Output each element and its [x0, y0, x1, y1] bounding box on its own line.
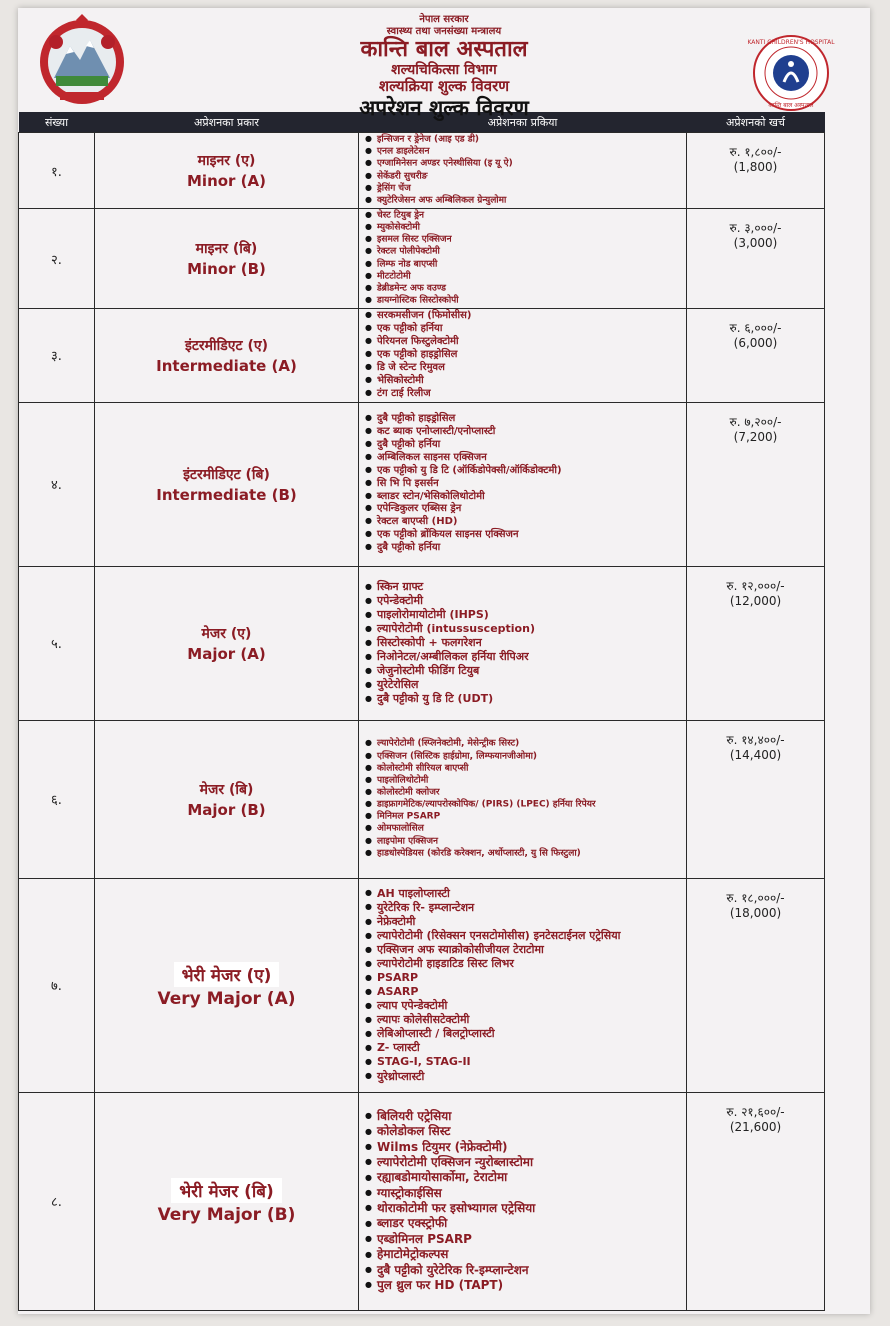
fee-heading: शल्यक्रिया शुल्क विवरण [378, 77, 510, 96]
list-item: ● मीटटोटोमी [365, 271, 682, 283]
list-item: ● जेजुनोस्टोमी फीडिंग टियुब [365, 664, 682, 678]
list-item: ● सिस्टोस्कोपी + फलगरेशन [365, 636, 682, 650]
list-item: ● सरकमसीजन (फिमोसीस) [365, 310, 682, 323]
operation-type [95, 720, 359, 878]
operation-type [95, 133, 359, 209]
type-english: Intermediate (B) [156, 485, 297, 504]
operation-type [95, 1092, 359, 1310]
procedure-list [359, 309, 687, 402]
cost-english: (3,000) [733, 236, 778, 250]
list-item: ● एक पट्टीको हर्निया [365, 323, 682, 336]
operation-cost [687, 402, 825, 566]
type-nepali: इंटरमीडिएट (बि) [183, 466, 270, 483]
col-header-type: अप्रेशनका प्रकार [95, 112, 359, 133]
operation-cost [687, 878, 825, 1092]
list-item: ● दुबै पट्टीको युरेटेरिक रि-इम्प्लान्टेशन [365, 1263, 682, 1278]
cost-english: (21,600) [729, 1119, 782, 1134]
cost-english: (7,200) [733, 429, 778, 444]
operation-cost [687, 209, 825, 309]
list-item: ● ब्लाडर स्टोन/भेसिकोलिथोटोमी [365, 491, 682, 504]
list-item: ● Z- प्लास्टी [365, 1041, 682, 1055]
list-item: ● थोराकोटोमी फर इसोभ्यागल एट्रेसिया [365, 1201, 682, 1216]
cost-english: (12,000) [729, 593, 782, 608]
list-item: ● कट ब्याक एनोप्लास्टी/एनोप्लास्टी [365, 426, 682, 439]
list-item: ● एक पट्टीको हाइड्रोसिल [365, 349, 682, 362]
cost-nepali: रु. १८,०००/- [726, 890, 785, 905]
operation-cost [687, 566, 825, 720]
row-number: २. [19, 209, 95, 309]
cost-nepali: रु. १२,०००/- [726, 578, 785, 593]
list-item: ● युरेथ्रोप्लास्टी [365, 1070, 682, 1084]
list-item: ● एक पट्टीको यु डि टि (ऑर्किडोपेक्सी/ऑर्किडोक्टमी) [365, 465, 682, 478]
list-item: ● कोलोस्टोमी क्लोजर [365, 787, 682, 799]
type-nepali: भेरी मेजर (ए) [174, 962, 280, 987]
operation-cost [687, 309, 825, 402]
list-item: ● ल्यापेरोटोमी हाइडाटिड सिस्ट लिभर [365, 957, 682, 971]
procedure-list [359, 209, 687, 309]
cost-nepali: रु. २१,६००/- [726, 1104, 785, 1119]
list-item: ● ड्रेसिंग चेंज [365, 183, 682, 195]
col-header-cost: अप्रेशनको खर्च [687, 112, 825, 133]
procedure-list [359, 878, 687, 1092]
type-nepali: इंटरमीडिएट (ए) [185, 337, 268, 354]
logo-text-np: कान्ति बाल अस्पताल [768, 102, 814, 109]
type-nepali: मेजर (बि) [199, 781, 254, 798]
type-english: Intermediate (A) [156, 356, 297, 375]
procedure-list [359, 566, 687, 720]
list-item: ● लाइपोमा एक्सिजन [365, 836, 682, 848]
operation-cost [687, 133, 825, 209]
list-item: ● डायग्नोस्टिक सिस्टोस्कोपी [365, 295, 682, 307]
list-item: ● रेक्टल पोलीपेक्टोमी [365, 246, 682, 258]
list-item: ● हाडधोस्पेडियस (कोरडि करेक्शन, अर्थोप्लास्टी, यु सि फिस्टुला) [365, 848, 682, 860]
list-item: ● हेमाटोमेट्रोकल्पस [365, 1247, 682, 1262]
list-item: ● युरेटेरिक रि- इम्प्लान्टेशन [365, 901, 682, 915]
list-item: ● एक पट्टीको ब्रोंकियल साइनस एक्सिजन [365, 529, 682, 542]
type-english: Minor (B) [187, 260, 266, 279]
list-item: ● दुबै पट्टीको हर्निया [365, 542, 682, 555]
type-english: Major (B) [187, 800, 266, 819]
col-header-procedure: अप्रेशनका प्रकिया [359, 112, 687, 133]
list-item: ● डेब्रीडमेन्ट अफ वउण्ड [365, 283, 682, 295]
list-item: ● चेस्ट टियुब ड्रेन [365, 210, 682, 222]
board-header [18, 8, 870, 120]
list-item: ● लेबिओप्लास्टी / बिलट्रोप्लास्टी [365, 1027, 682, 1041]
list-item: ● ल्यापेरोटोमी एक्सिजन न्युरोब्लास्टोमा [365, 1155, 682, 1170]
table-row [19, 133, 825, 209]
list-item: ● मिनिमल PSARP [365, 811, 682, 823]
list-item: ● PSARP [365, 971, 682, 985]
list-item: ● सि भि पि इसर्सन [365, 478, 682, 491]
list-item: ● क्युटेरिजेसन अफ अम्बिलिकल ग्रेन्युलोमा [365, 195, 682, 207]
row-number: ४. [19, 402, 95, 566]
operation-cost [687, 1092, 825, 1310]
row-number: ७. [19, 878, 95, 1092]
list-item: ● AH पाइलोप्लास्टी [365, 887, 682, 901]
list-item: ● टंग टाई रिलीज [365, 388, 682, 401]
row-number: ६. [19, 720, 95, 878]
type-nepali: माइनर (बि) [195, 241, 258, 258]
list-item: ● डाइफ्रागमेटिक/ल्यापरोस्कोपिक/ (PIRS) (LPEC) हर्निया रिपेयर [365, 799, 682, 811]
cost-nepali: रु. १,८००/- [729, 145, 782, 159]
operation-cost [687, 720, 825, 878]
list-item: ● कोलोस्टोमी सीरियल बाएप्सी [365, 763, 682, 775]
department-name: शल्यचिकित्सा विभाग [391, 62, 497, 79]
type-nepali: माइनर (ए) [197, 153, 256, 169]
list-item: ● एपेन्डिकुलर एब्सिस ड्रेन [365, 503, 682, 516]
list-item: ● युरेटेरोसिल [365, 678, 682, 692]
type-english: Very Major (A) [157, 988, 296, 1009]
cost-nepali: रु. १४,४००/- [726, 732, 785, 747]
list-item: ● अम्बिलिकल साइनस एक्सिजन [365, 452, 682, 465]
list-item: ● कोलेडोकल सिस्ट [365, 1124, 682, 1139]
nepal-emblem-icon [36, 16, 128, 106]
list-item: ● दुबै पट्टीको यु डि टि (UDT) [365, 692, 682, 706]
row-number: ५. [19, 566, 95, 720]
list-item: ● सेकेंडरी सुचरीङ [365, 171, 682, 183]
list-item: ● ल्यापेरोटोमी (स्प्लिनेक्टोमी, मेसेन्ट्रीक सिस्ट) [365, 738, 682, 750]
list-item: ● म्युकोसेक्टोमी [365, 222, 682, 234]
list-item: ● स्किन ग्राफ्ट [365, 580, 682, 594]
row-number: ८. [19, 1092, 95, 1310]
table-row [19, 402, 825, 566]
table-row [19, 566, 825, 720]
cost-english: (6,000) [733, 336, 778, 351]
list-item: ● पुल थ्रुल फर HD (TAPT) [365, 1278, 682, 1293]
list-item: ● नेफ्रेक्टोमी [365, 915, 682, 929]
list-item: ● एब्डोमिनल PSARP [365, 1232, 682, 1247]
list-item: ● ओमफालोसिल [365, 823, 682, 835]
fee-board [18, 8, 870, 1314]
list-item: ● ल्यापः कोलेसीसटेक्टोमी [365, 1013, 682, 1027]
fee-table [18, 112, 825, 1311]
list-item: ● दुबै पट्टीको हर्निया [365, 439, 682, 452]
list-item: ● एक्सिजन (सिस्टिक हाईग्रोमा, लिम्फयानजीओमा) [365, 751, 682, 763]
list-item: ● ल्यापेरोटोमी (intussusception) [365, 622, 682, 636]
procedure-list [359, 720, 687, 878]
gov-label: नेपाल सरकार [419, 14, 469, 25]
list-item: ● दुबै पट्टीको हाइड्रोसिल [365, 413, 682, 426]
list-item: ● रह्याबडोमायोसार्कोमा, टेराटोमा [365, 1170, 682, 1185]
cost-nepali: रु. ६,०००/- [729, 321, 782, 336]
list-item: ● पेरियनल फिस्टुलेक्टोमी [365, 336, 682, 349]
type-english: Minor (A) [187, 172, 266, 190]
page-title: अपरेशन शुल्क विवरण [359, 95, 529, 120]
procedure-list [359, 133, 687, 209]
type-english: Major (A) [187, 644, 266, 663]
operation-type [95, 402, 359, 566]
list-item: ● एनल डाइलेटेसन [365, 146, 682, 158]
ministry-label: स्वास्थ्य तथा जनसंख्या मन्त्रालय [386, 25, 502, 37]
list-item: ● लिम्फ नोड बाएप्सी [365, 259, 682, 271]
col-header-number: संख्या [19, 112, 95, 133]
list-item: ● बिलियरी एट्रेसिया [365, 1109, 682, 1124]
list-item: ● ब्लाडर एक्स्ट्रोफी [365, 1216, 682, 1231]
cost-english: (18,000) [729, 905, 782, 920]
cost-english: (1,800) [733, 160, 778, 174]
type-nepali: भेरी मेजर (बि) [171, 1178, 282, 1203]
list-item: ● एक्सिजन अफ स्याक्रोकोसीजीयल टेराटोमा [365, 943, 682, 957]
row-number: १. [19, 133, 95, 209]
hospital-logo-icon [747, 34, 835, 112]
list-item: ● पाइलोलिथोटोमी [365, 775, 682, 787]
cost-nepali: रु. ७,२००/- [729, 414, 782, 429]
list-item: ● ल्यापेरोटोमी (रिसेक्सन एनसटोमोसीस) इनटेसटाईनल एट्रेसिया [365, 929, 682, 943]
table-row [19, 878, 825, 1092]
list-item: ● इन्सिजन र ड्रेनेज (आइ एड डी) [365, 134, 682, 146]
list-item: ● ASARP [365, 985, 682, 999]
table-row [19, 1092, 825, 1310]
list-item: ● एपेन्डेक्टोमी [365, 594, 682, 608]
procedure-list [359, 1092, 687, 1310]
table-row [19, 309, 825, 402]
row-number: ३. [19, 309, 95, 402]
list-item: ● डि जे स्टेन्ट रिमुवल [365, 362, 682, 375]
operation-type [95, 878, 359, 1092]
operation-type [95, 309, 359, 402]
list-item: ● ग्यास्ट्रोकाईसिस [365, 1186, 682, 1201]
table-row [19, 209, 825, 309]
list-item: ● इसमल सिस्ट एक्सिजन [365, 234, 682, 246]
list-item: ● Wilms टियुमर (नेफ्रेक्टोमी) [365, 1140, 682, 1155]
list-item: ● STAG-I, STAG-II [365, 1055, 682, 1069]
cost-english: (14,400) [729, 747, 782, 762]
table-row [19, 720, 825, 878]
list-item: ● रेक्टल बाएप्सी (HD) [365, 516, 682, 529]
type-nepali: मेजर (ए) [201, 625, 252, 642]
procedure-list [359, 402, 687, 566]
logo-text: KANTI CHILDREN'S HOSPITAL [747, 39, 835, 46]
type-english: Very Major (B) [157, 1204, 296, 1225]
hospital-name: कान्ति बाल अस्पताल [360, 37, 528, 62]
list-item: ● एग्जामिनेसन अण्डर एनेस्थीसिया (इ यू ऐ) [365, 158, 682, 170]
list-item: ● भेसिकोस्टोमी [365, 375, 682, 388]
list-item: ● पाइलोरोमायोटोमी (IHPS) [365, 608, 682, 622]
list-item: ● ल्याप एपेन्डेक्टोमी [365, 999, 682, 1013]
operation-type [95, 209, 359, 309]
operation-type [95, 566, 359, 720]
list-item: ● निओनेटल/अम्बीलिकल हर्निया रीपिअर [365, 650, 682, 664]
cost-nepali: रु. ३,०००/- [729, 221, 782, 235]
